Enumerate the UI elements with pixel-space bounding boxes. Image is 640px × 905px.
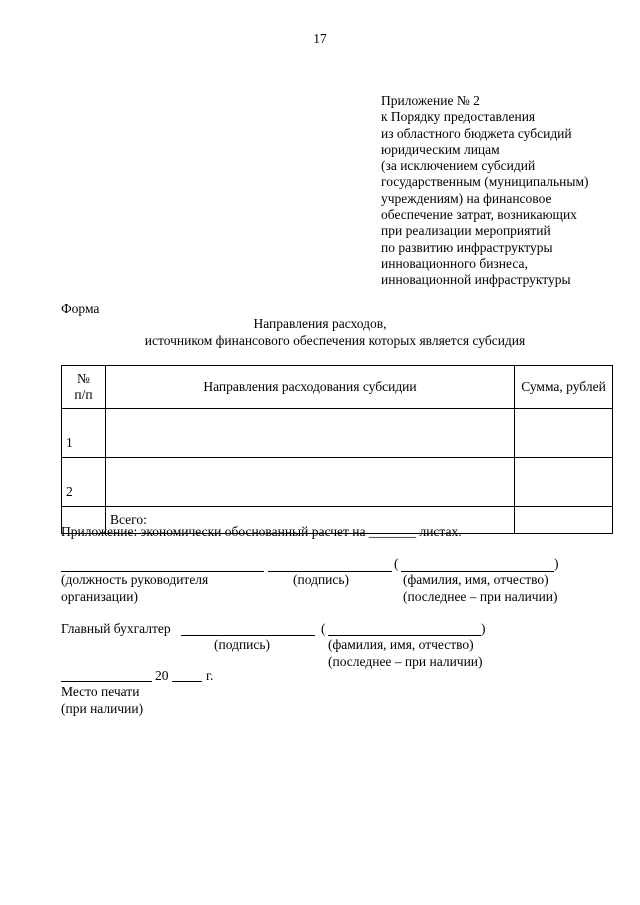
annex-line: к Порядку предоставления: [381, 109, 536, 125]
head-name-close-paren: ): [554, 556, 559, 571]
annex-line: при реализации мероприятий: [381, 223, 551, 239]
date-year-suffix: г.: [206, 668, 214, 683]
head-signature-label: (подпись): [293, 572, 350, 587]
accountant-signature-line[interactable]: [181, 634, 315, 636]
header-number-line-2: п/п: [74, 387, 93, 402]
accountant-name-label-1: (фамилия, имя, отчество): [328, 637, 474, 652]
header-sum: Сумма, рублей: [515, 366, 613, 409]
appendix-note: [61, 524, 462, 540]
appendix-note-prefix: Приложение: экономически обоснованный расчет на: [61, 524, 366, 539]
page-number: 17: [313, 31, 327, 46]
row-direction-cell[interactable]: [106, 458, 515, 507]
date-year-line[interactable]: [172, 680, 202, 682]
total-label: Всего:: [106, 507, 515, 534]
accountant-label: Главный бухгалтер: [61, 621, 171, 636]
row-sum-cell[interactable]: [515, 409, 613, 458]
stamp-label-2: (при наличии): [61, 701, 144, 716]
accountant-signature-label: (подпись): [214, 637, 271, 652]
header-number-line-1: №: [77, 371, 90, 386]
row-number: 1: [62, 409, 106, 458]
expense-table: [61, 365, 613, 534]
appendix-note-suffix: листах.: [419, 524, 462, 539]
annex-line: (за исключением субсидий: [381, 158, 536, 174]
form-title-line-1: Направления расходов,: [253, 316, 387, 331]
header-number: [62, 366, 106, 409]
form-title-line-2: источником финансового обеспечения которых является субсидия: [144, 333, 526, 348]
header-direction: Направления расходования субсидии: [106, 366, 515, 409]
date-day-month-line[interactable]: [61, 680, 152, 682]
annex-block: [381, 93, 588, 289]
table-header-row: [62, 366, 613, 409]
appendix-sheets-blank[interactable]: _______: [368, 524, 417, 539]
annex-line: Приложение № 2: [381, 93, 480, 108]
accountant-name-line[interactable]: [328, 634, 481, 636]
head-name-open-paren: (: [394, 556, 399, 571]
row-number: 2: [62, 458, 106, 507]
table-row: [62, 409, 613, 458]
accountant-name-label-2: (последнее – при наличии): [328, 654, 483, 669]
head-name-label-1: (фамилия, имя, отчество): [403, 572, 549, 587]
annex-line: по развитию инфраструктуры: [381, 239, 553, 255]
annex-line: учреждениям) на финансовое: [381, 190, 552, 206]
table-row: [62, 458, 613, 507]
annex-line: государственным (муниципальным): [381, 174, 589, 190]
row-direction-cell[interactable]: [106, 409, 515, 458]
row-sum-cell[interactable]: [515, 458, 613, 507]
annex-line: из областного бюджета субсидий: [381, 125, 572, 141]
annex-line: юридическим лицам: [381, 141, 500, 157]
head-position-label-1: (должность руководителя: [61, 572, 209, 587]
date-year-prefix: 20: [155, 668, 169, 683]
head-position-label-2: организации): [61, 589, 138, 604]
form-label: Форма: [61, 301, 100, 316]
total-value-cell[interactable]: [515, 507, 613, 534]
stamp-label-1: Место печати: [61, 684, 140, 699]
annex-line: инновационной инфраструктуры: [381, 272, 571, 288]
annex-line: обеспечение затрат, возникающих: [381, 207, 577, 223]
head-name-label-2: (последнее – при наличии): [403, 589, 558, 604]
accountant-name-open-paren: (: [321, 621, 326, 636]
annex-line: инновационного бизнеса,: [381, 255, 528, 271]
accountant-name-close-paren: ): [481, 621, 486, 636]
